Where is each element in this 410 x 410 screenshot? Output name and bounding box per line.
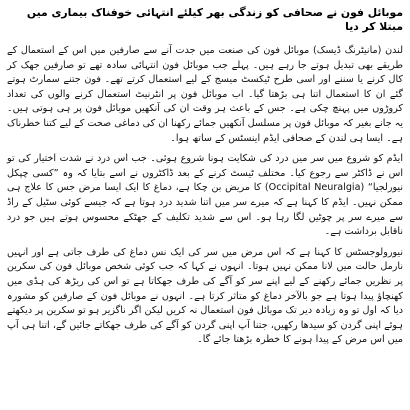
- article-paragraph-intro: لندن (مانیٹرنگ ڈیسک) موبائل فون کی صنعت میں جدت آنے سے صارفین میں اس کے استعمال کے طریقے بھی تبدیل ہوتے جا رہے ہیں۔ پہلے جب موبائل فون انتہائی سادہ تھے تو صارفین جھک کر کال کرنے یا سننے اور اسی طرح ٹیکسٹ میسج کے لیے استعمال کرتے تھے۔ فون جتنے سمارٹ ہوتے گئے ان کا استعمال اتنا ہی بڑھتا گیا۔ اب موبائل فون پر انٹرنیٹ استعمال کرنے والوں کی تعداد کروڑوں میں پہنچ چکی ہے۔ جس کے باعث ہر وقت ان کی آنکھیں موبائل فون پر ہی ہوتی ہیں۔ یہ جانے بغیر کہ موبائل فون پر مسلسل آنکھیں جمائے رکھنا ان کی دماغی صحت کے لیے کتنا خطرناک ہے۔ ایسا ہی لندن کے صحافی ایڈم اینسٹس کے ساتھ ہوا۔: [7, 45, 403, 144]
- article-headline: موبائل فون نے صحافی کو زندگی بھر کیلئے انتہائی خوفناک بیماری میں مبتلا کر دیا: [26, 6, 403, 33]
- article-paragraph-advice: نیورولوجسٹس کا کہنا ہے کہ اس مرض میں سر کی ایک نس دماغ کی طرف جاتی ہے اور انہیں نارمل حالت میں لانا ممکن نہیں ہوتا۔ انہوں نے کہا کہ جب کوئی شخص موبائل فون کی سکرین پر نظریں جمائے رکھنے کے لیے اپنے سر کو آگے کی طرف جھکاتا ہے تو اس کی ریڑھ کی ہڈی میں کھنچاؤ پیدا ہوتا ہے جو بالآخر دماغ کو متاثر کرتا ہے۔ انہوں نے موبائل فون کے صارفین کو مشورہ دیا کہ اول تو وہ زیادہ دیر تک موبائل فون استعمال نہ کریں لیکن اگر ناگزیر ہو تو سکرین پر دیکھتے ہوئے اپنی گردن کو سیدھا رکھیں، جتنا آپ اپنی گردن کو آگے کی طرف جھکاتے جائیں گے، اتنا ہی آپ میں اس مرض کے پیدا ہونے کا خطرہ بڑھتا جائے گا۔: [7, 246, 403, 346]
- article-paragraph-diagnosis: ایڈم کو شروع میں سر میں درد کی شکایت ہونا شروع ہوئی۔ جب اس درد نے شدت اختیار کی تو اس نے ڈاکٹر سے رجوع کیا۔ مختلف ٹیسٹ کرنے کے بعد ڈاکٹروں نے اسے بتایا کہ وہ ”کسی چپکل نیورلجیا“ (Occipital Neuralgia) کا مریض بن چکا ہے، دماغ کا ایک ایسا مرض جس کا علاج ہی ممکن نہیں۔ ایڈم کا کہنا ہے کہ میرے سر میں اتنا شدید درد ہوتا ہے کہ جیسے کوئی سٹیل کے راڈ سے میرے سر پر چوٹیں لگا رہا ہو۔ اس سے شدید تکلیف کے جھٹکے محسوس ہوتے ہیں جو درد ناقابل برداشت ہے۔: [7, 153, 403, 238]
